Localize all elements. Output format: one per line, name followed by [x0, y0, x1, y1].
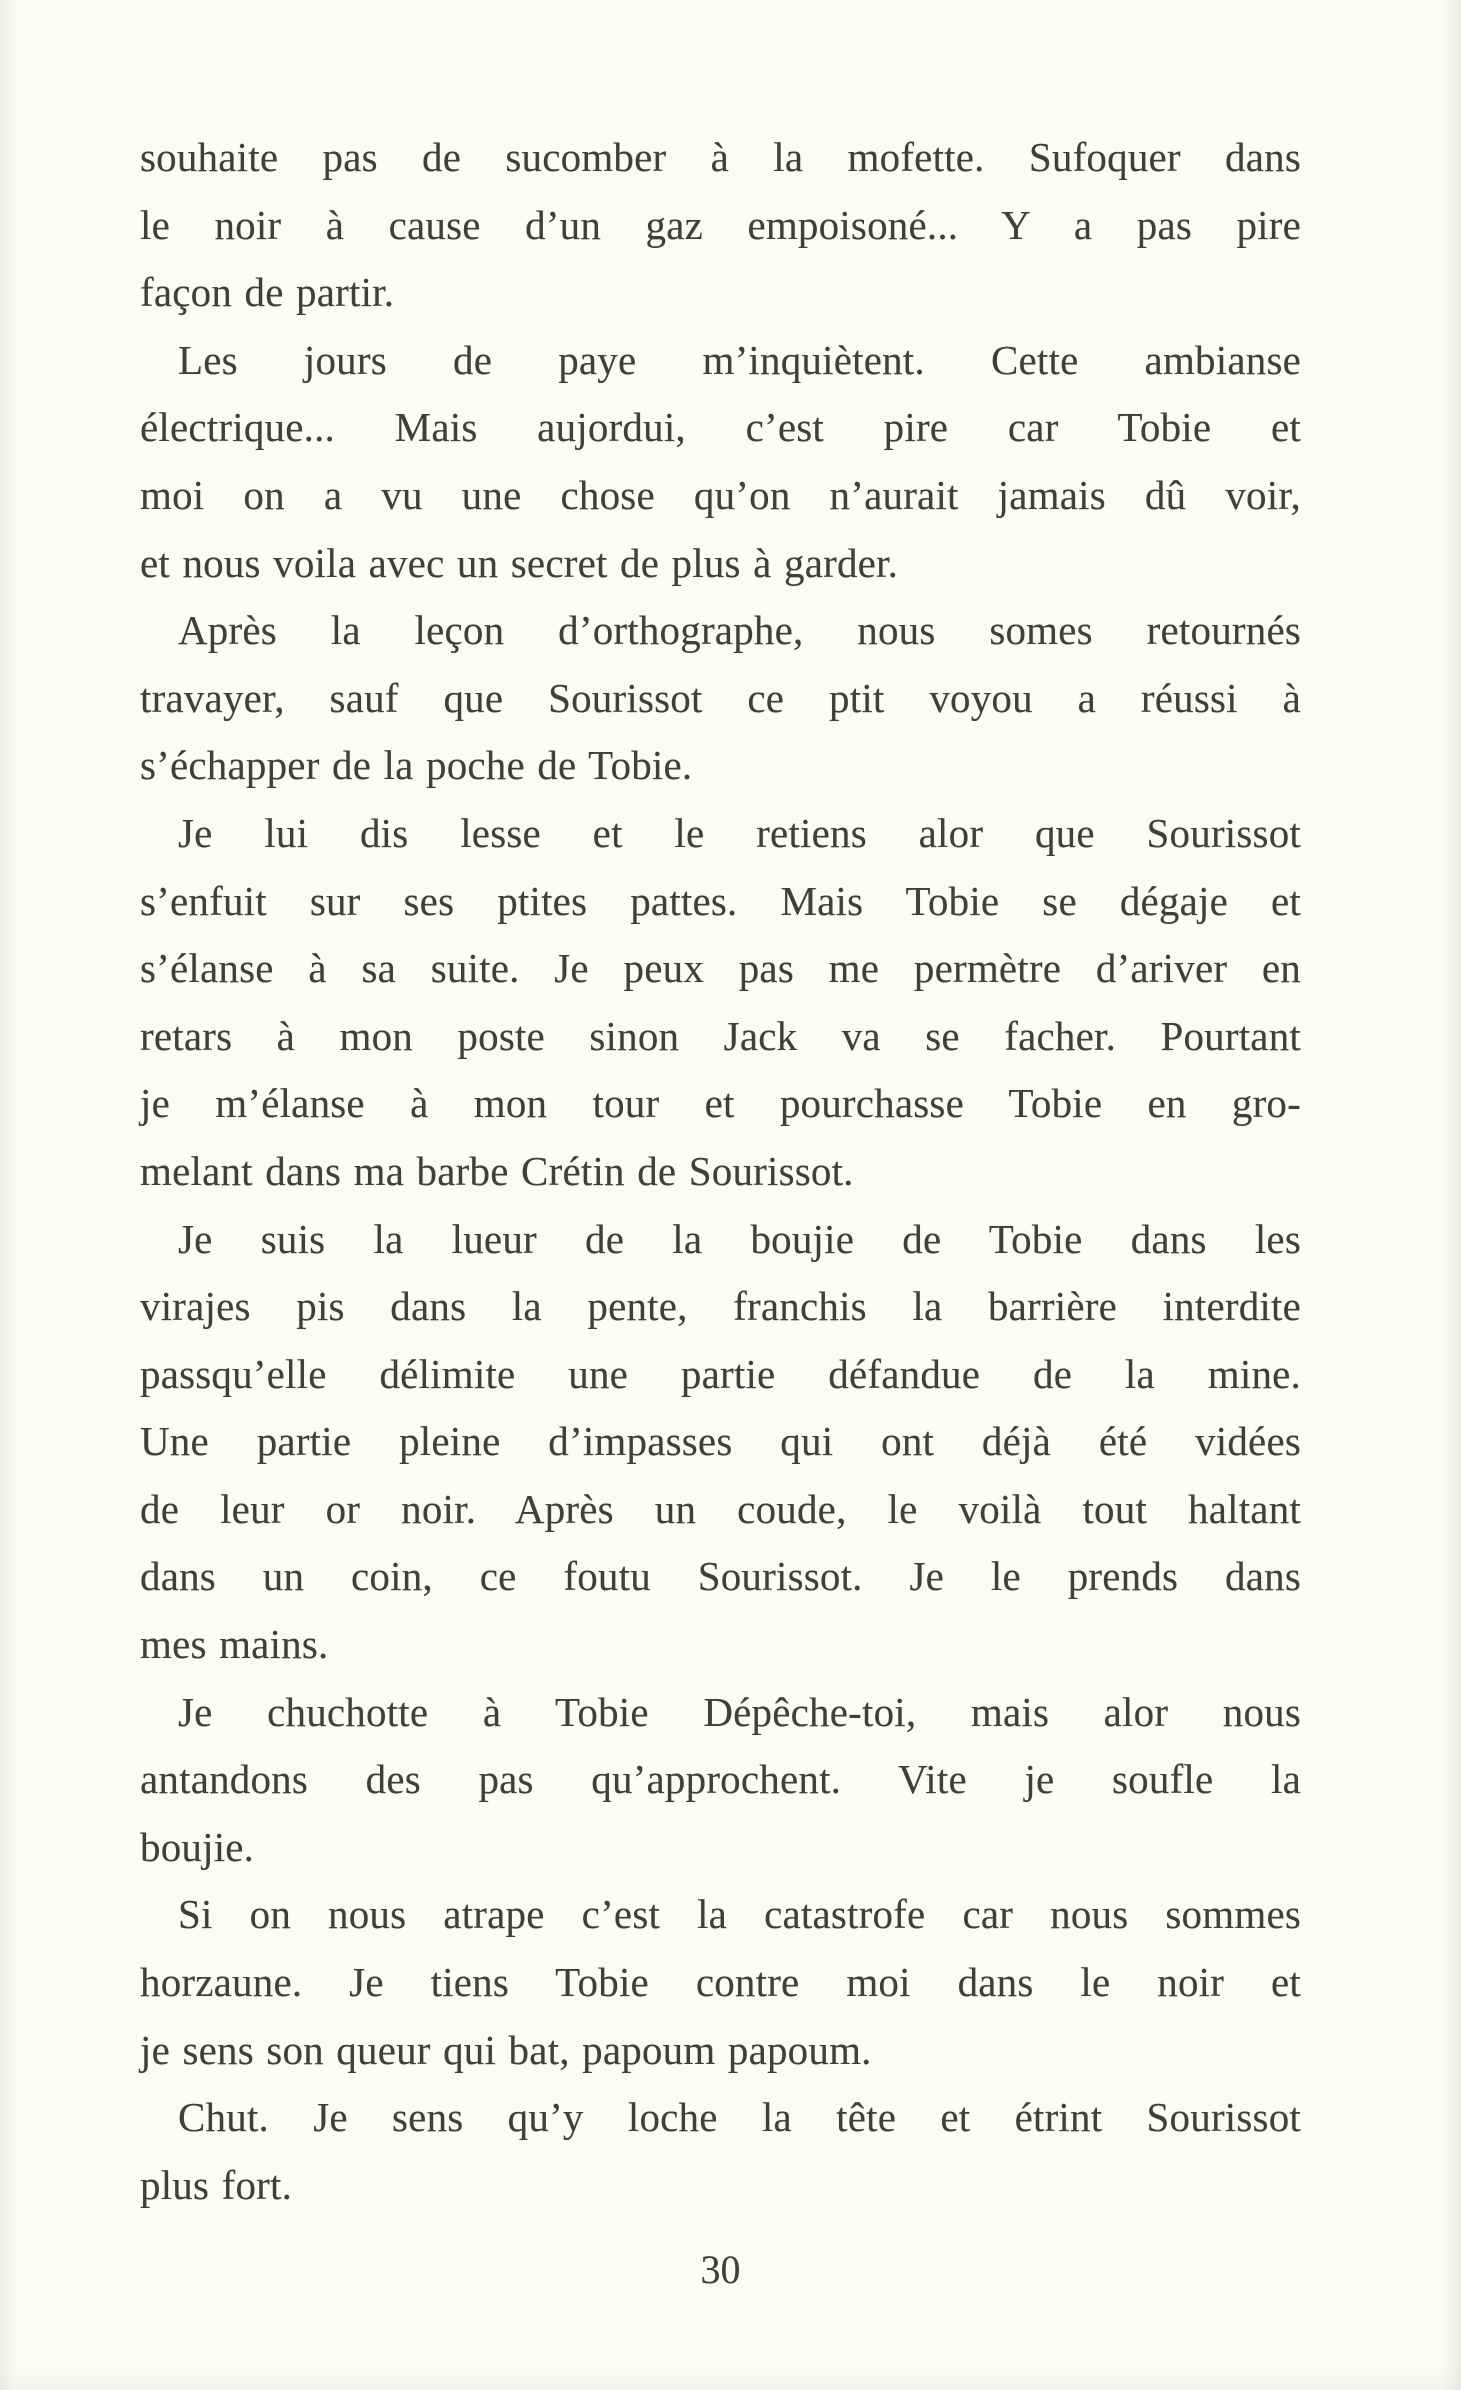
text-line: passqu’elle délimite une partie défandue de la mine.	[140, 1350, 1301, 1397]
text-line: façon de partir.	[140, 269, 395, 316]
text-line: Je suis la lueur de la boujie de Tobie dans les	[178, 1215, 1301, 1262]
text-line: s’élanse à sa suite. Je peux pas me permètre d’ariver en	[140, 945, 1301, 992]
text-line: retars à mon poste sinon Jack va se facher. Pourtant	[140, 1012, 1301, 1059]
text-line: le noir à cause d’un gaz empoisoné... Y a pas pire	[140, 201, 1301, 248]
text-line: Après la leçon d’orthographe, nous somes retournés	[178, 607, 1301, 654]
text-line: Si on nous atrape c’est la catastrofe car nous sommes	[178, 1891, 1301, 1938]
text-line: plus fort.	[140, 2161, 293, 2208]
text-line: dans un coin, ce foutu Sourissot. Je le prends dans	[140, 1553, 1301, 1600]
text-line: Chut. Je sens qu’y loche la tête et étrint Sourissot	[178, 2094, 1301, 2141]
text-line: Je lui dis lesse et le retiens alor que Sourissot	[178, 809, 1301, 856]
text-line: de leur or noir. Après un coude, le voilà tout haltant	[140, 1485, 1301, 1532]
text-line: s’échapper de la poche de Tobie.	[140, 742, 693, 789]
text-line: Je chuchotte à Tobie Dépêche-toi, mais alor nous	[178, 1688, 1301, 1735]
page-number: 30	[700, 2247, 741, 2292]
text-line: travayer, sauf que Sourissot ce ptit voyou a réussi à	[140, 674, 1301, 721]
text-line: souhaite pas de sucomber à la mofette. Sufoquer dans	[140, 134, 1301, 180]
text-line: je sens son queur qui bat, papoum papoum.	[140, 2026, 872, 2073]
text-line: virajes pis dans la pente, franchis la barrière interdite	[140, 1283, 1301, 1330]
text-line: antandons des pas qu’approchent. Vite je soufle la	[140, 1756, 1301, 1803]
text-line: moi on a vu une chose qu’on n’aurait jamais dû voir,	[140, 471, 1301, 518]
page-text	[140, 124, 1301, 2219]
text-line: melant dans ma barbe Crétin de Sourissot.	[140, 1147, 854, 1194]
text-line: Les jours de paye m’inquiètent. Cette ambianse	[178, 336, 1301, 383]
text-line: et nous voila avec un secret de plus à garder.	[140, 539, 899, 586]
text-line: Une partie pleine d’impasses qui ont déjà été vidées	[140, 1418, 1301, 1465]
text-line: horzaune. Je tiens Tobie contre moi dans le noir et	[140, 1959, 1301, 2006]
text-line: mes mains.	[140, 1621, 329, 1668]
text-line: s’enfuit sur ses ptites pattes. Mais Tobie se dégaje et	[140, 877, 1301, 924]
text-line: je m’élanse à mon tour et pourchasse Tobie en gro-	[140, 1080, 1301, 1127]
text-line: électrique... Mais aujordui, c’est pire car Tobie et	[140, 404, 1301, 451]
text-line: boujie.	[140, 1823, 255, 1870]
